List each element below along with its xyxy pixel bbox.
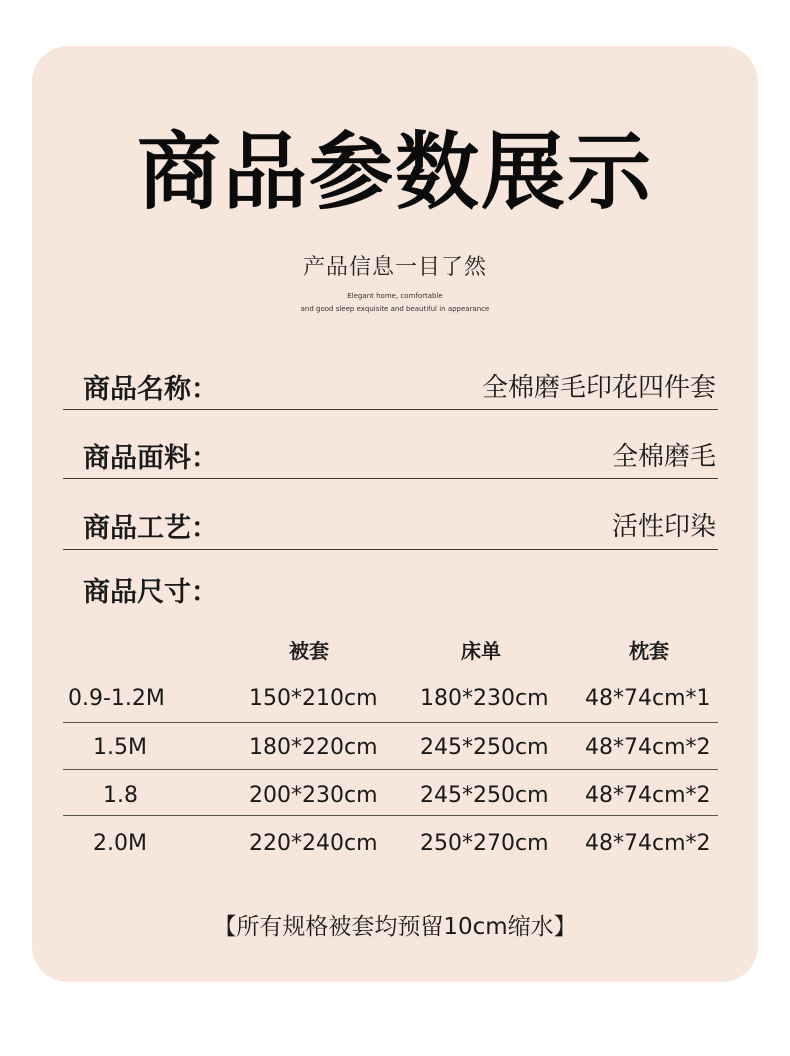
table-divider [63,815,718,816]
param-label: 商品工艺： [83,513,218,544]
param-row-name [63,355,718,423]
page-title: 商品参数展示 [136,122,653,221]
table-cell-sheet: 180*230cm [420,686,549,711]
param-value: 全棉磨毛印花四件套 [481,373,716,403]
param-value: 活性印染 [611,512,716,542]
divider [63,549,718,550]
table-cell-duvet: 180*220cm [249,735,378,760]
param-label: 商品面料： [83,443,218,474]
shrinkage-note: 【所有规格被套均预留10cm缩水】 [213,914,577,940]
tagline-line-1: Elegant home, comfortable [347,292,443,300]
table-cell-pillowcase: 48*74cm*2 [585,783,711,808]
size-section-label: 商品尺寸： [83,577,218,608]
table-cell-size: 1.5M [93,735,147,760]
page-subtitle: 产品信息一目了然 [302,255,487,280]
table-cell-duvet: 150*210cm [249,686,378,711]
table-cell-size: 1.8 [103,783,138,808]
table-cell-pillowcase: 48*74cm*2 [585,831,711,856]
table-divider [63,722,718,723]
param-row-fabric [63,424,718,492]
table-cell-sheet: 250*270cm [420,831,549,856]
table-cell-size: 0.9-1.2M [68,686,165,711]
table-cell-sheet: 245*250cm [420,783,549,808]
table-cell-pillowcase: 48*74cm*2 [585,735,711,760]
param-row-craft [63,494,718,562]
tagline-line-2: and good sleep exquisite and beautiful in appearance [300,305,490,313]
divider [63,478,718,479]
table-cell-size: 2.0M [93,831,147,856]
table-cell-sheet: 245*250cm [420,735,549,760]
table-cell-pillowcase: 48*74cm*1 [585,686,711,711]
table-cell-duvet: 200*230cm [249,783,378,808]
param-label: 商品名称： [83,374,218,405]
param-value: 全棉磨毛 [611,442,716,472]
table-divider [63,769,718,770]
table-header-pillowcase: 枕套 [629,639,669,663]
table-header-sheet: 床单 [461,639,501,663]
table-header-duvet: 被套 [289,639,329,663]
divider [63,409,718,410]
table-cell-duvet: 220*240cm [249,831,378,856]
